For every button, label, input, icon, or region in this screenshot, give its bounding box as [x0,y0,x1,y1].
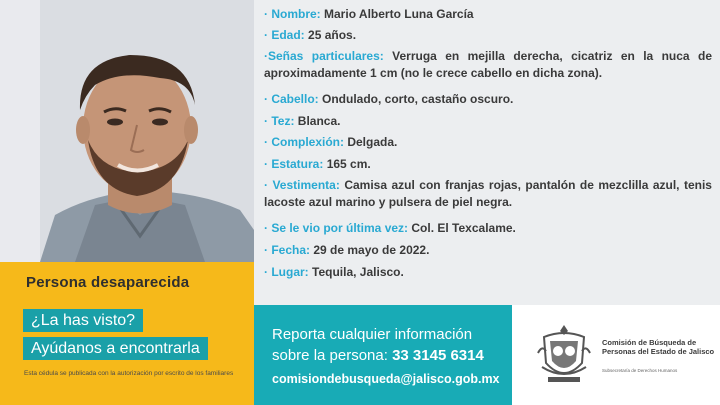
label-estatura: · Estatura: [264,157,324,171]
value-complexion: Delgada. [347,135,398,149]
value-vestimenta: Camisa azul con franjas rojas, pantalón de mezclilla azul, tenis lacoste azul marino y pulsera de piel negra. [264,178,712,209]
value-lugar: Tequila, Jalisco. [312,265,404,279]
contact-email[interactable]: comisiondebusqueda@jalisco.gob.mx [272,372,500,386]
field-complexion [264,134,712,151]
person-photo-illustration [0,0,254,262]
value-nombre: Mario Alberto Luna García [324,7,474,21]
person-photo [0,0,254,262]
label-fecha: · Fecha: [264,243,311,257]
field-tez [264,113,712,130]
field-vestimenta [264,177,712,211]
contact-line2 [272,346,484,366]
value-visto: Col. El Texcalame. [411,221,516,235]
value-estatura: 165 cm. [326,157,371,171]
field-lugar [264,264,712,281]
jalisco-seal-icon [534,323,594,387]
value-tez: Blanca. [297,114,341,128]
help-label: Ayúdanos a encontrarla [23,337,208,360]
field-visto [264,220,712,237]
field-estatura [264,156,712,173]
agency-name: Comisión de Búsqueda de Personas del Estado de Jalisco [602,338,715,356]
value-fecha: 29 de mayo de 2022. [313,243,430,257]
label-visto: · Se le vio por última vez: [264,221,409,235]
contact-line2-prefix: sobre la persona: [272,347,388,364]
label-edad: · Edad: [264,28,305,42]
label-nombre: · Nombre: [264,7,321,21]
banner-title: Persona desaparecida [26,274,190,291]
description-panel [254,0,720,305]
agency-logo-block [512,305,720,405]
question-label: ¿La has visto? [23,309,143,332]
field-edad [264,27,712,44]
label-vestimenta: · Vestimenta: [264,178,340,192]
label-complexion: · Complexión: [264,135,344,149]
field-cabello [264,91,712,108]
field-senas [264,48,712,82]
alert-banner [0,262,254,405]
agency-subtitle: Subsecretaría de Derechos Humanos [602,368,678,373]
authorization-note: Esta cédula se publicada con la autorización por escrito de los familiares [24,370,234,377]
label-cabello: · Cabello: [264,92,319,106]
contact-line1: Reporta cualquier información [272,326,473,343]
field-fecha [264,242,712,259]
label-tez: · Tez: [264,114,295,128]
contact-block [254,305,512,405]
value-cabello: Ondulado, corto, castaño oscuro. [322,92,514,106]
field-nombre [264,6,712,23]
value-senas: Verruga en mejilla derecha, cicatriz en la nuca de aproximadamente 1 cm (no le crece cabello en dicha zona). [264,49,712,80]
contact-phone[interactable]: 33 3145 6314 [392,347,484,364]
label-senas: ·Señas particulares: [264,49,384,63]
value-edad: 25 años. [308,28,357,42]
label-lugar: · Lugar: [264,265,309,279]
